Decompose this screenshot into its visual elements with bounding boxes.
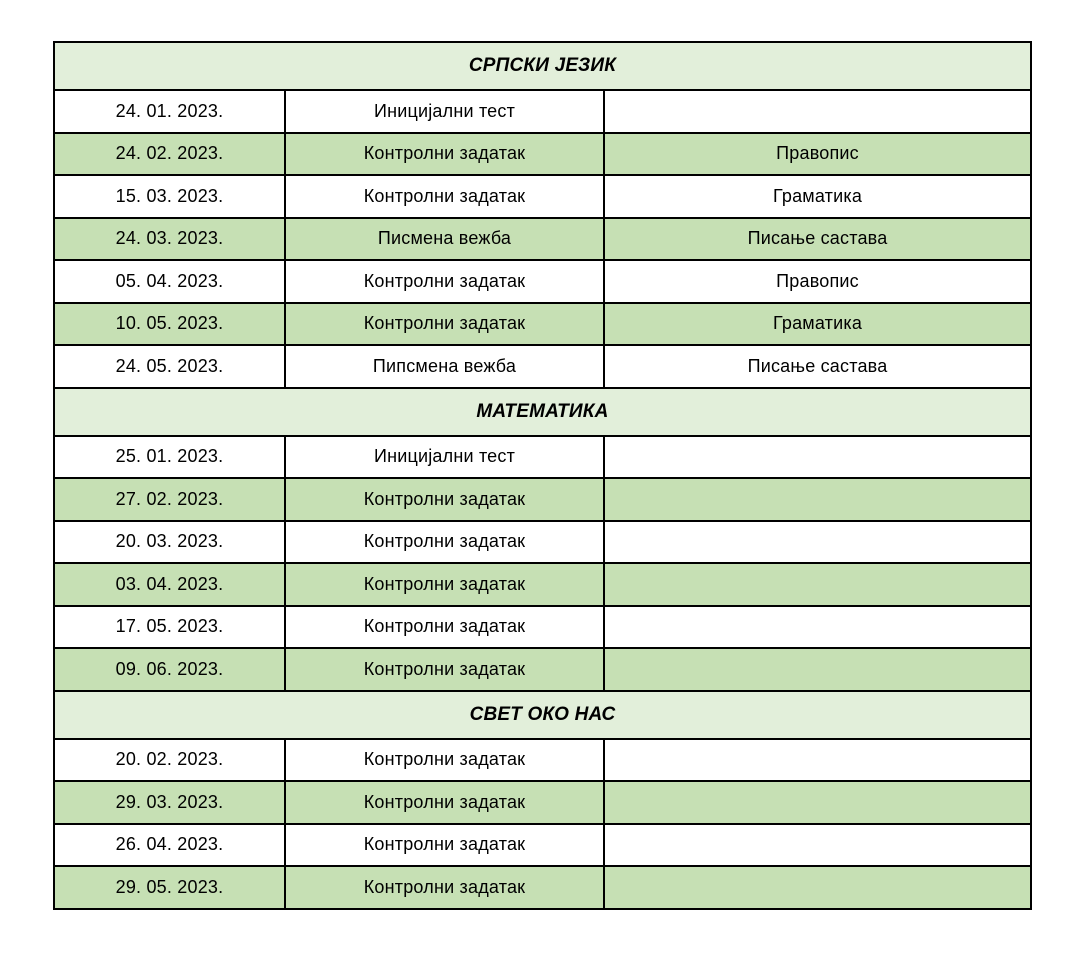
test-type-cell: Писмена вежба [285, 218, 604, 261]
date-cell: 24. 05. 2023. [54, 345, 285, 388]
table-row [54, 478, 1031, 521]
topic-cell [604, 563, 1031, 606]
test-type-cell: Контролни задатак [285, 521, 604, 564]
test-type-cell: Контролни задатак [285, 260, 604, 303]
topic-cell: Писање састава [604, 218, 1031, 261]
table-row [54, 521, 1031, 564]
section-title: СВЕТ ОКО НАС [54, 691, 1031, 739]
section-header-row [54, 388, 1031, 436]
date-cell: 20. 02. 2023. [54, 739, 285, 782]
table-row [54, 739, 1031, 782]
test-type-cell: Контролни задатак [285, 866, 604, 909]
topic-cell: Писање састава [604, 345, 1031, 388]
test-type-cell: Контролни задатак [285, 781, 604, 824]
table-row [54, 133, 1031, 176]
topic-cell [604, 866, 1031, 909]
table-row [54, 175, 1031, 218]
test-type-cell: Контролни задатак [285, 133, 604, 176]
date-cell: 10. 05. 2023. [54, 303, 285, 346]
date-cell: 24. 03. 2023. [54, 218, 285, 261]
test-type-cell: Контролни задатак [285, 563, 604, 606]
topic-cell: Граматика [604, 175, 1031, 218]
table-row [54, 824, 1031, 867]
topic-cell [604, 648, 1031, 691]
section-title: СРПСКИ ЈЕЗИК [54, 42, 1031, 90]
table-row [54, 781, 1031, 824]
topic-cell [604, 436, 1031, 479]
date-cell: 09. 06. 2023. [54, 648, 285, 691]
test-type-cell: Контролни задатак [285, 478, 604, 521]
table-row [54, 218, 1031, 261]
date-cell: 29. 05. 2023. [54, 866, 285, 909]
date-cell: 17. 05. 2023. [54, 606, 285, 649]
date-cell: 03. 04. 2023. [54, 563, 285, 606]
topic-cell [604, 781, 1031, 824]
date-cell: 29. 03. 2023. [54, 781, 285, 824]
topic-cell: Граматика [604, 303, 1031, 346]
table-row [54, 563, 1031, 606]
test-type-cell: Иницијални тест [285, 436, 604, 479]
topic-cell [604, 90, 1031, 133]
section-title: МАТЕМАТИКА [54, 388, 1031, 436]
test-type-cell: Контролни задатак [285, 606, 604, 649]
topic-cell [604, 606, 1031, 649]
test-type-cell: Контролни задатак [285, 648, 604, 691]
topic-cell [604, 521, 1031, 564]
table-row [54, 90, 1031, 133]
table-row [54, 345, 1031, 388]
schedule-body [54, 42, 1031, 909]
date-cell: 15. 03. 2023. [54, 175, 285, 218]
section-header-row [54, 42, 1031, 90]
topic-cell [604, 739, 1031, 782]
table-row [54, 260, 1031, 303]
section-header-row [54, 691, 1031, 739]
date-cell: 27. 02. 2023. [54, 478, 285, 521]
topic-cell: Правопис [604, 260, 1031, 303]
table-row [54, 606, 1031, 649]
date-cell: 26. 04. 2023. [54, 824, 285, 867]
date-cell: 25. 01. 2023. [54, 436, 285, 479]
table-row [54, 866, 1031, 909]
test-type-cell: Контролни задатак [285, 303, 604, 346]
topic-cell [604, 824, 1031, 867]
date-cell: 05. 04. 2023. [54, 260, 285, 303]
test-type-cell: Контролни задатак [285, 824, 604, 867]
test-type-cell: Пипсмена вежба [285, 345, 604, 388]
topic-cell [604, 478, 1031, 521]
date-cell: 24. 02. 2023. [54, 133, 285, 176]
date-cell: 20. 03. 2023. [54, 521, 285, 564]
test-type-cell: Контролни задатак [285, 175, 604, 218]
table-row [54, 648, 1031, 691]
test-type-cell: Контролни задатак [285, 739, 604, 782]
table-row [54, 436, 1031, 479]
test-schedule-table [53, 41, 1032, 910]
date-cell: 24. 01. 2023. [54, 90, 285, 133]
table-row [54, 303, 1031, 346]
topic-cell: Правопис [604, 133, 1031, 176]
test-type-cell: Иницијални тест [285, 90, 604, 133]
